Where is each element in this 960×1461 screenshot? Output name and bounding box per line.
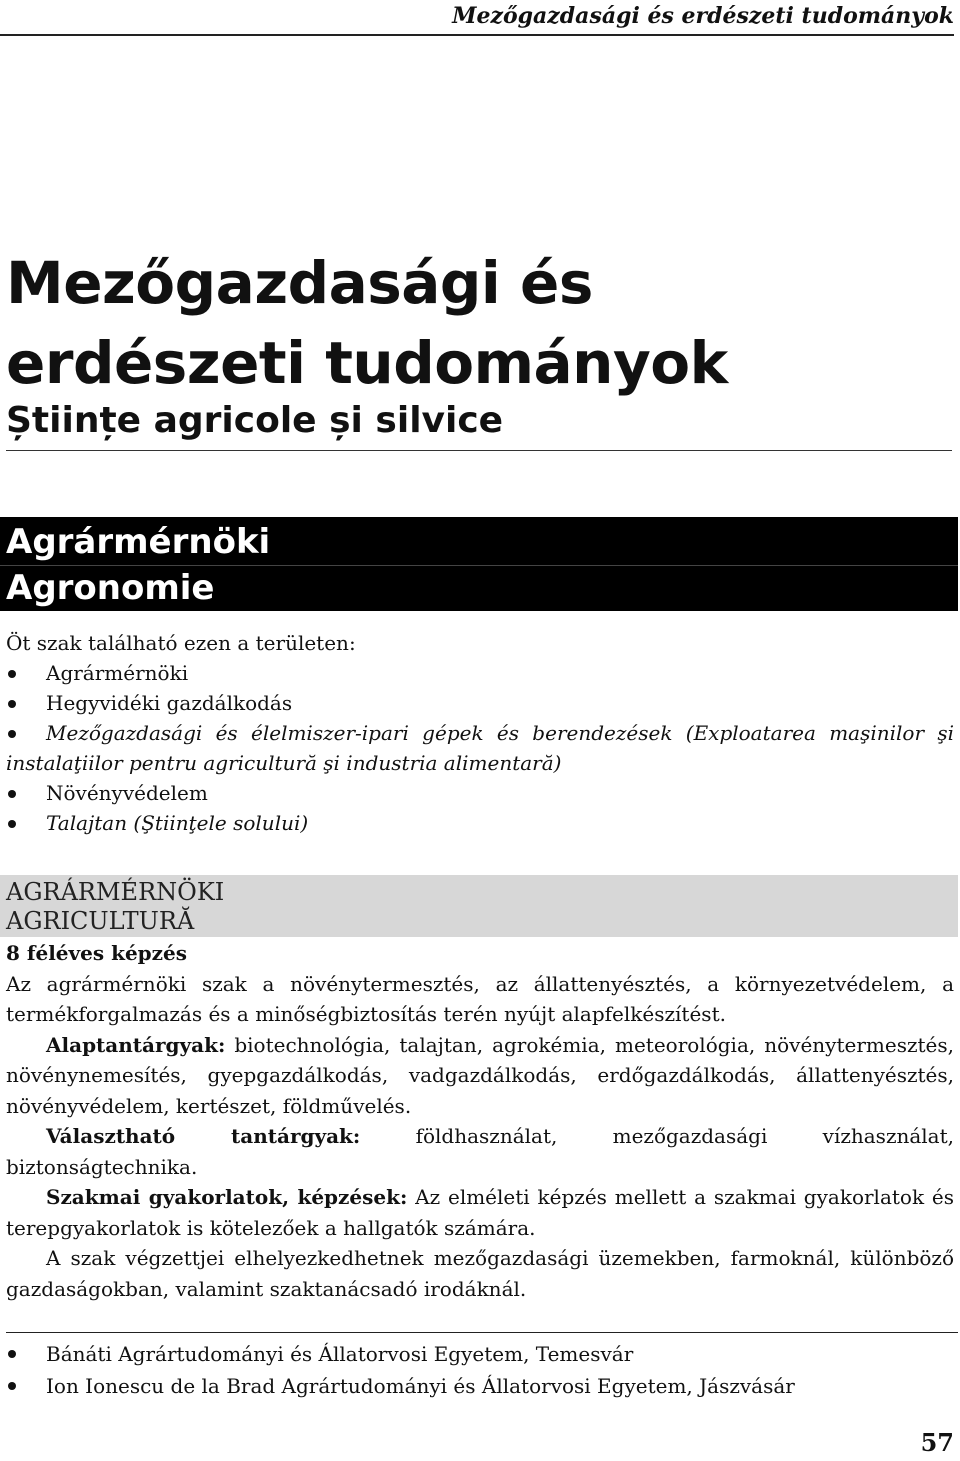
program-description: [6, 938, 954, 1304]
page-number: 57: [920, 1428, 954, 1457]
bullet-icon: [8, 1382, 16, 1390]
practice-info: [6, 1182, 954, 1243]
list-item: Növényvédelem: [6, 778, 954, 808]
program-summary: Az agrármérnöki szak a növénytermesztés, az állattenyésztés, a környezetvédelem, a termékforgalmazás és a minőségbiztosítás terén nyújt alapfelkészítést.: [6, 971, 954, 1026]
page-subtitle: Științe agricole și silvice: [6, 398, 952, 451]
career-info: A szak végzettjei elhelyezkedhetnek mezőgazdasági üzemekben, farmoknál, különböző gazdaságokban, valamint szaktanácsadó irodáknál.: [6, 1246, 954, 1301]
program-name-ro: AGRICULTURĂ: [6, 907, 195, 935]
program-duration: 8 féléves képzés: [6, 941, 188, 965]
list-item: Mezőgazdasági és élelmiszer-ipari gépek és berendezések (Exploatarea maşinilor şi instalaţiilor pentru agricultură şi industria alimentară): [6, 721, 954, 775]
list-item: Hegyvidéki gazdálkodás: [6, 688, 954, 718]
specialization-list: [6, 658, 954, 838]
page-title-line2: erdészeti tudományok: [6, 329, 728, 397]
section-title-hu: Agrármérnöki: [6, 522, 271, 562]
bullet-icon: [8, 700, 16, 708]
list-item: Talajtan (Ştiinţele solului): [6, 808, 954, 838]
core-subjects: [6, 1030, 954, 1122]
elective-subjects: [6, 1121, 954, 1182]
core-subjects-text: biotechnológia, talajtan, agrokémia, meteorológia, növénytermesztés, növénynemesítés, gyepgazdálkodás, vadgazdálkodás, erdőgazdálkodás, állattenyésztés, növényvédelem, kertészet, földművelés.: [6, 1032, 954, 1118]
list-item: Bánáti Agrártudományi és Állatorvosi Egyetem, Temesvár: [6, 1338, 954, 1370]
specializations-intro: [6, 628, 954, 838]
practice-text: Az elméleti képzés mellett a szakmai gyakorlatok és terepgyakorlatok is kötelezőek a hallgatók számára.: [6, 1185, 954, 1240]
section-header: [0, 517, 958, 611]
core-subjects-label: Alaptantárgyak:: [46, 1032, 226, 1057]
bullet-icon: [8, 1350, 16, 1358]
program-header: [0, 875, 958, 937]
bullet-icon: [8, 820, 16, 828]
page-title-line1: Mezőgazdasági és: [6, 249, 593, 317]
program-name-hu: AGRÁRMÉRNÖKI: [6, 878, 225, 906]
elective-subjects-label: Választható tantárgyak:: [46, 1124, 361, 1148]
list-item: Agrármérnöki: [6, 658, 954, 688]
running-head: Mezőgazdasági és erdészeti tudományok: [0, 0, 954, 36]
elective-subjects-text: földhasználat, mezőgazdasági vízhasználat, biztonságtechnika.: [6, 1124, 955, 1179]
bullet-icon: [8, 730, 16, 738]
page-title: [6, 243, 956, 403]
divider: [6, 1332, 958, 1333]
university-list: [6, 1338, 954, 1402]
practice-label: Szakmai gyakorlatok, képzések:: [46, 1185, 408, 1209]
bullet-icon: [8, 670, 16, 678]
section-title-ro: Agronomie: [6, 568, 215, 608]
bullet-icon: [8, 790, 16, 798]
intro-lead: Öt szak található ezen a területen:: [6, 631, 356, 655]
list-item: Ion Ionescu de la Brad Agrártudományi és Állatorvosi Egyetem, Jászvásár: [6, 1370, 954, 1402]
